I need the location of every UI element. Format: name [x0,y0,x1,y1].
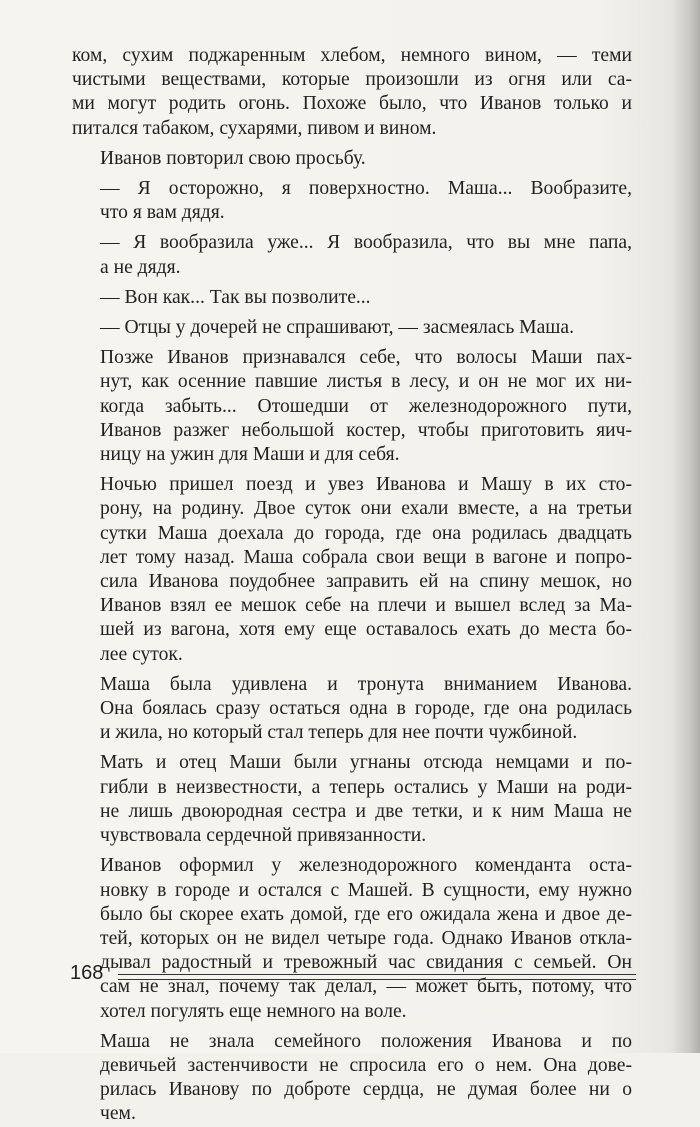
paragraph [72,1030,632,1127]
text-line: Иванов взял ее мешок себе на плечи и вышел вслед за Ма- [100,595,632,617]
text-line: Мать и отец Маши были угнаны отсюда немцами и по- [100,752,632,774]
text-line: Иванов оформил у железнодорожного коменданта оста- [100,855,632,877]
text-line: шей из вагона, хотя ему еще оставалось ехать до места бо- [100,619,632,641]
paragraph [72,231,632,279]
text-line: Маша была удивлена и тронута вниманием Иванова. [100,673,632,695]
text-line: сила Иванова поудобнее заправить ей на спину мешок, но [100,571,632,593]
text-line: новку в городе и остался с Машей. В сущности, ему нужно [100,879,632,901]
text-line: Иванов разжег небольшой костер, чтобы приготовить яич- [100,419,632,441]
text-line: чем. [100,1103,136,1125]
spine-shadow [672,0,700,1053]
text-line: Иванов повторил свою просьбу. [100,147,366,169]
paragraph [72,177,632,225]
text-line: Позже Иванов признавался себе, что волосы Маши пах- [100,347,632,369]
text-line: хотел погулять еще немного на воле. [100,1000,407,1022]
paragraph [72,673,632,746]
text-line: ми могут родить огонь. Похоже было, что Иванов только и [72,93,632,115]
text-line: питался табаком, сухарями, пивом и вином. [72,117,437,139]
page-footer [70,962,636,992]
text-line: чистыми веществами, которые произошли из огня или са- [72,69,632,91]
text-line: Маша не знала семейного положения Иванова и по [100,1030,632,1052]
paragraph [72,286,632,310]
text-line: ком, сухим поджаренным хлебом, немного вином, — теми [72,45,632,66]
page-number: 168 [70,962,104,984]
text-line: гибли в неизвестности, а теперь остались у Маши на роди- [100,776,632,798]
text-line: рону, на родину. Двое суток они ехали вместе, а на третьи [100,498,632,520]
text-line: девичьей застенчивости не спросила его о нем. Она дове- [100,1054,632,1076]
text-line: и жила, но который стал теперь для нее почти чужбиной. [100,722,578,744]
text-line: дывал радостный и тревожный час свидания с семьей. Он [100,952,632,974]
text-line: тей, которых он не видел четыре года. Однако Иванов откла- [100,927,632,949]
paragraph [72,751,632,848]
text-line: лее суток. [100,643,183,665]
footer-rule-bottom [118,979,636,980]
text-line: ницу на ужин для Маши и для себя. [100,444,400,466]
paragraph [72,44,632,141]
text-line: нут, как осенние павшие листья в лесу, и он не мог их ни- [100,371,632,393]
text-line: что я вам дядя. [100,202,225,224]
paragraph [72,473,632,667]
text-line: было бы скорее ехать домой, где его ожидала жена и двое де- [100,903,632,925]
paragraph [72,147,632,171]
text-line: рилась Иванову по доброте сердца, не думая более ни о [100,1079,632,1101]
text-line: чувствовала сердечной привязанности. [100,825,427,847]
text-line: Она боялась сразу остаться одна в городе, где она родилась [100,698,632,720]
text-line: Ночью пришел поезд и увез Иванова и Машу в их сто- [100,474,632,496]
text-line: — Я вообразила уже... Я вообразила, что вы мне папа, [100,232,632,254]
text-line: — Я осторожно, я поверхностно. Маша... Вообразите, [100,178,632,200]
text-line: сутки Маша доехала до города, где она родилась двадцать [100,522,632,544]
footer-rule-top [118,974,636,975]
paragraph [72,854,632,1023]
text-line: а не дядя. [100,256,181,278]
text-line: когда забыть... Отошедши от железнодорожного пути, [100,395,632,417]
text-line: — Отцы у дочерей не спрашивают, — засмеялась Маша. [100,317,574,339]
text-line: не лишь двоюродная сестра и две тетки, и к ним Маша не [100,800,632,822]
text-line: сам не знал, почему так делал, — может быть, потому, что [100,976,632,998]
text-line: лет тому назад. Маша собрала свои вещи в вагоне и попро- [100,546,632,568]
paragraph [72,316,632,340]
paragraph [72,346,632,467]
text-line: — Вон как... Так вы позволите... [100,286,371,308]
